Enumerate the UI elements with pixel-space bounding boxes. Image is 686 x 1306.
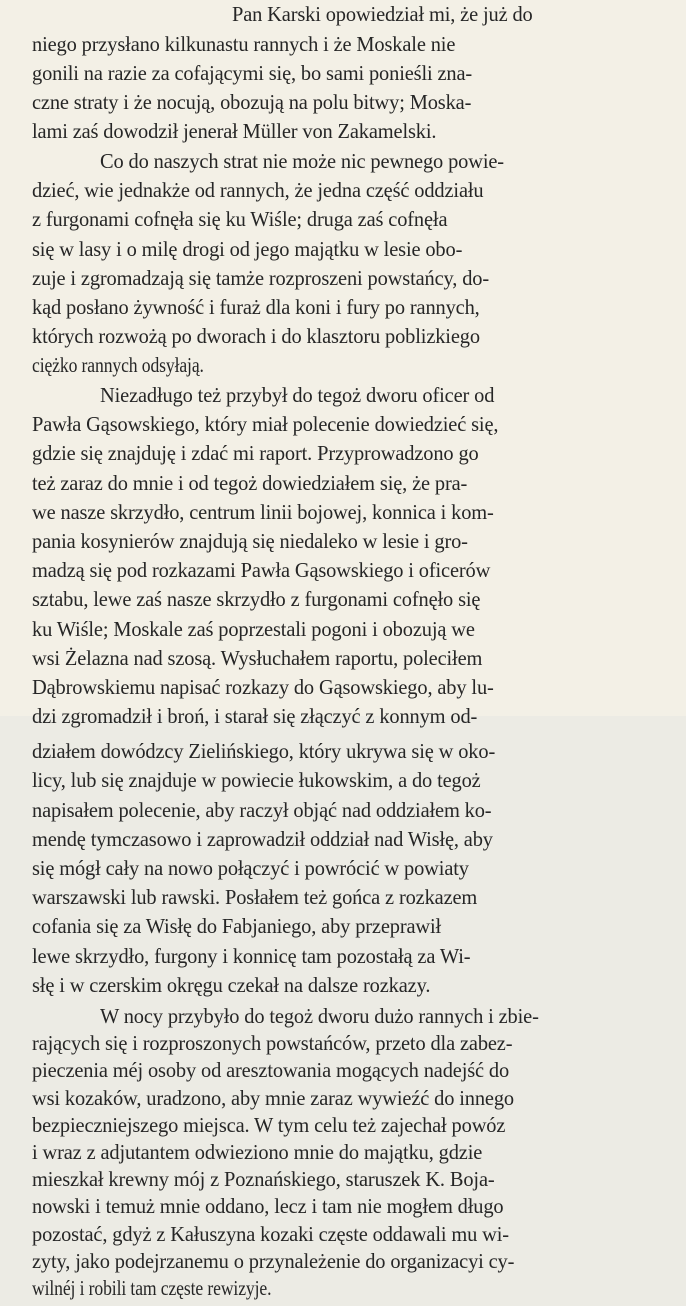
text-line: wsi Żelazna nad szosą. Wysłuchałem raportu, poleciłem [32, 646, 483, 670]
text-line: W nocy przybyło do tegoż dworu dużo rannych i zbie- [100, 1004, 539, 1028]
text-line: których rozwożą po dworach i do klasztoru poblizkiego [32, 324, 480, 348]
text-line: gdzie się znajduję i zdać mi raport. Przyprowadzono go [32, 441, 479, 465]
text-line: warszawski lub rawski. Posłałem też gońca z rozkazem [32, 885, 478, 909]
text-line: napisałem polecenie, aby raczył objąć nad oddziałem ko- [32, 798, 492, 822]
text-line: pozostać, gdyż z Kałuszyna kozaki częste oddawali mu wi- [32, 1222, 509, 1246]
text-line: madzą się pod rozkazami Pawła Gąsowskiego i oficerów [32, 558, 491, 582]
text-line: słę i w czerskim okręgu czekał na dalsze rozkazy. [32, 973, 431, 997]
text-line: pania kosynierów znajdują się niedaleko w lesie i gro- [32, 529, 468, 553]
text-line: zuje i zgromadzają się tamże rozproszeni powstańcy, do- [32, 266, 490, 290]
text-line: wilnéj i robili tam częste rewizyje. [32, 1276, 272, 1300]
text-line: się w lasy i o milę drogi od jego majątku w lesie obo- [32, 237, 463, 261]
text-line: cofania się za Wisłę do Fabjaniego, aby przeprawił [32, 914, 442, 938]
text-line: we nasze skrzydło, centrum linii bojowej, konnica i kom- [32, 500, 494, 524]
text-line: wsi kozaków, uradzono, aby mnie zaraz wywieźć do innego [32, 1086, 515, 1110]
text-line: też zaraz do mnie i od tegoż dowiedziałem się, że pra- [32, 471, 468, 495]
text-line: lami zaś dowodził jenerał Müller von Zakamelski. [32, 119, 437, 143]
text-line: licy, lub się znajduje w powiecie łukowskim, a do tegoż [32, 768, 481, 792]
text-line: pieczenia méj osoby od aresztowania mogących nadejść do [32, 1058, 510, 1082]
text-line: się mógł cały na nowo połączyć i powrócić w powiaty [32, 856, 469, 880]
text-line: dzi zgromadził i broń, i starał się złączyć z konnym od- [32, 704, 478, 728]
text-line: dzieć, wie jednakże od rannych, że jedna część oddziału [32, 178, 484, 202]
text-line: niego przysłano kilkunastu rannych i że Moskale nie [32, 32, 456, 56]
text-line: Co do naszych strat nie może nic pewnego powie- [100, 149, 504, 173]
text-line: Pawła Gąsowskiego, który miał polecenie dowiedzieć się, [32, 412, 499, 436]
text-line: i wraz z adjutantem odwieziono mnie do majątku, gdzie [32, 1140, 483, 1164]
text-line: działem dowódzcy Zielińskiego, który ukrywa się w oko- [32, 739, 496, 763]
text-line: zyty, jako podejrzanemu o przynależenie do organizacyi cy- [32, 1249, 515, 1273]
text-line: z furgonami cofnęła się ku Wiśle; druga zaś cofnęła [32, 207, 448, 231]
text-line: kąd posłano żywność i furaż dla koni i fury po rannych, [32, 295, 480, 319]
text-line: Pan Karski opowiedział mi, że już do [232, 2, 533, 26]
text-line: ciężko rannych odsyłają. [32, 353, 204, 377]
text-line: Niezadługo też przybył do tegoż dworu oficer od [100, 383, 495, 407]
text-line: lewe skrzydło, furgony i konnicę tam pozostałą za Wi- [32, 944, 471, 968]
text-line: nowski i temuż mnie oddano, lecz i tam nie mogłem długo [32, 1194, 504, 1218]
text-line: mendę tymczasowo i zaprowadził oddział nad Wisłę, aby [32, 827, 493, 851]
text-line: ku Wiśle; Moskale zaś poprzestali pogoni i obozują we [32, 617, 475, 641]
text-line: mieszkał krewny mój z Poznańskiego, staruszek K. Boja- [32, 1167, 495, 1191]
text-line: sztabu, lewe zaś nasze skrzydło z furgonami cofnęło się [32, 587, 481, 611]
text-line: rających się i rozproszonych powstańców, przeto dla zabez- [32, 1031, 513, 1055]
text-line: Dąbrowskiemu napisać rozkazy do Gąsowskiego, aby lu- [32, 675, 494, 699]
text-line: czne straty i że nocują, obozują na polu bitwy; Moska- [32, 90, 472, 114]
text-line: gonili na razie za cofającymi się, bo sami ponieśli zna- [32, 61, 473, 85]
text-line: bezpieczniejszego miejsca. W tym celu też zajechał powóz [32, 1113, 506, 1137]
